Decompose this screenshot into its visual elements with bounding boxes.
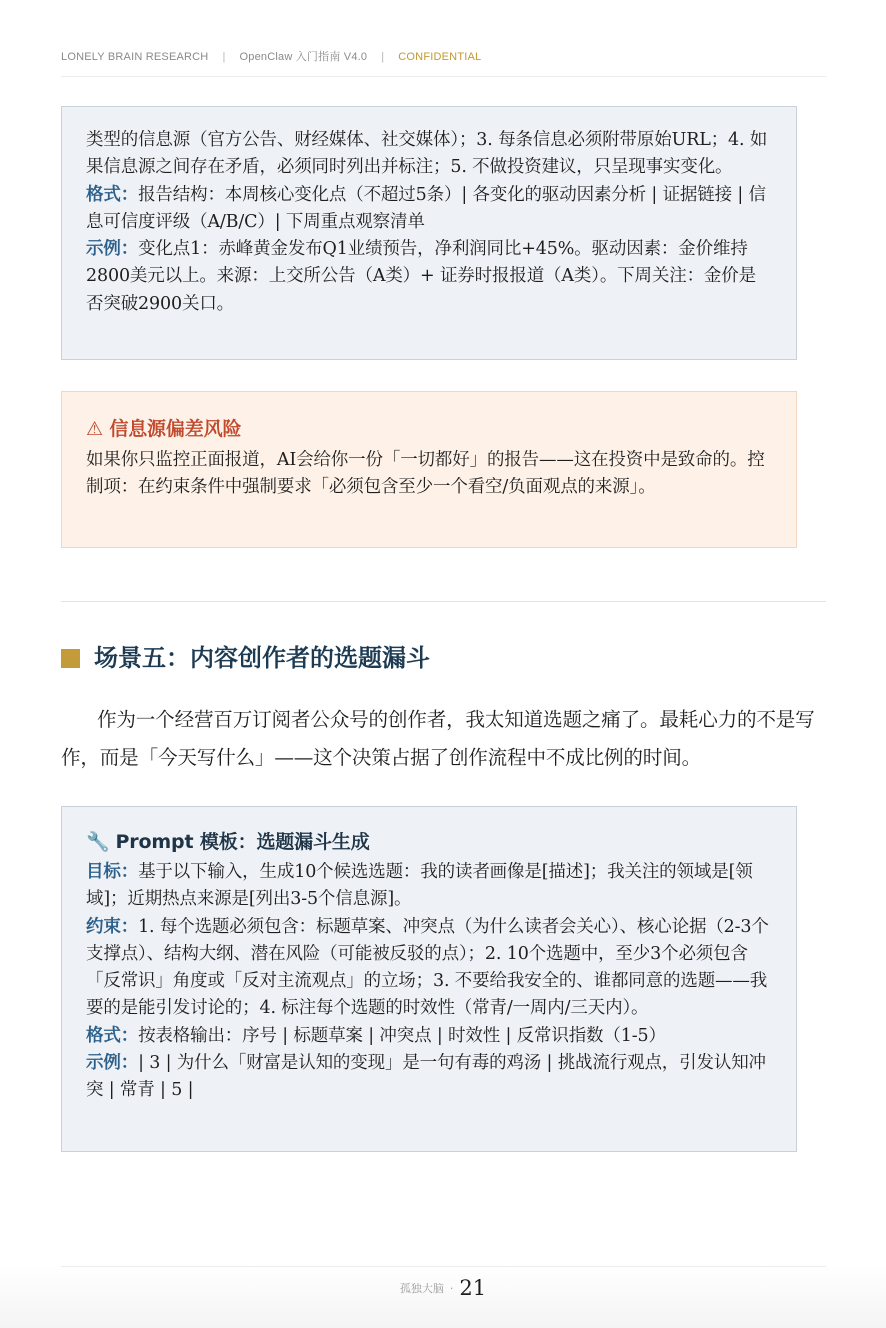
header-confidential-label: CONFIDENTIAL bbox=[398, 51, 482, 63]
heading-square-marker bbox=[61, 649, 80, 668]
prompt-title-text: Prompt 模板：选题漏斗生成 bbox=[115, 831, 370, 853]
constraint-label: 约束： bbox=[86, 916, 139, 937]
example-label: 示例： bbox=[86, 239, 139, 260]
section-heading bbox=[61, 638, 826, 678]
warning-icon: ⚠ bbox=[86, 418, 103, 440]
wrench-icon: 🔧 bbox=[86, 831, 110, 853]
section-divider bbox=[61, 601, 826, 602]
goal-text: 基于以下输入，生成10个候选选题：我的读者画像是[描述]；我关注的领域是[领域]；近期热点来源是[列出3-5个信息源]。 bbox=[86, 862, 753, 910]
format-row bbox=[86, 1023, 772, 1050]
example-label: 示例： bbox=[86, 1053, 139, 1074]
format-label: 格式： bbox=[86, 184, 139, 205]
goal-row bbox=[86, 859, 772, 914]
page-header bbox=[61, 48, 826, 77]
format-row bbox=[86, 182, 772, 237]
example-row bbox=[86, 1050, 772, 1105]
example-row bbox=[86, 236, 772, 318]
warning-text: 如果你只监控正面报道，AI会给你一份「一切都好」的报告——这在投资中是致命的。控制项：在约束条件中强制要求「必须包含至少一个看空/负面观点的来源」。 bbox=[86, 450, 765, 498]
header-separator: | bbox=[222, 51, 226, 63]
example-text: | 3 | 为什么「财富是认知的变现」是一句有毒的鸡汤 | 挑战流行观点，引发认知冲突 | 常青 | 5 | bbox=[86, 1053, 766, 1101]
format-text: 报告结构：本周核心变化点（不超过5条）| 各变化的驱动因素分析 | 证据链接 | 信息可信度评级（A/B/C）| 下周重点观察清单 bbox=[86, 184, 766, 232]
prompt-title bbox=[86, 827, 772, 857]
header-doc-title: OpenClaw 入门指南 V4.0 bbox=[239, 51, 368, 63]
header-separator: | bbox=[381, 51, 385, 63]
page-number: 21 bbox=[459, 1276, 487, 1300]
warning-title-text: 信息源偏差风险 bbox=[109, 418, 242, 440]
section-heading-text: 场景五：内容创作者的选题漏斗 bbox=[94, 644, 430, 672]
format-label: 格式： bbox=[86, 1025, 139, 1046]
footer-brand: 孤独大脑 bbox=[399, 1282, 444, 1295]
footer-dot: · bbox=[449, 1281, 454, 1295]
format-text: 按表格输出：序号 | 标题草案 | 冲突点 | 时效性 | 反常识指数（1-5） bbox=[138, 1025, 666, 1046]
header-brand: LONELY BRAIN RESEARCH bbox=[61, 51, 209, 63]
example-text: 变化点1：赤峰黄金发布Q1业绩预告，净利润同比+45%。驱动因素：金价维持2800美元以上。来源：上交所公告（A类）+ 证券时报报道（A类）。下周关注：金价是否突破2900关口。 bbox=[86, 239, 756, 314]
constraint-row bbox=[86, 914, 772, 1023]
prompt-template-box bbox=[61, 806, 797, 1152]
constraint-continuation: 类型的信息源（官方公告、财经媒体、社交媒体）；3. 每条信息必须附带原始URL；4. 如果信息源之间存在矛盾，必须同时列出并标注；5. 不做投资建议，只呈现事实变化。 bbox=[86, 130, 768, 178]
warning-title bbox=[86, 414, 772, 444]
footer-divider bbox=[61, 1266, 826, 1267]
prompt-template-box-continued bbox=[61, 106, 797, 360]
goal-label: 目标： bbox=[86, 862, 139, 882]
constraint-text: 1. 每个选题必须包含：标题草案、冲突点（为什么读者会关心）、核心论据（2-3个支撑点）、结构大纲、潜在风险（可能被反驳的点）；2. 10个选题中，至少3个必须包含「反常识」角度或「反对主流观点」的立场；3. 不要给我安全的、谁都同意的选题——我要的是能引发讨论的；4. 标注每个选题的时效性（常青/一周内/三天内）。 bbox=[86, 916, 769, 1019]
warning-callout bbox=[61, 391, 797, 548]
page-footer bbox=[0, 1276, 886, 1310]
section-paragraph: 作为一个经营百万订阅者公众号的创作者，我太知道选题之痛了。最耗心力的不是写作，而是「今天写什么」——这个决策占据了创作流程中不成比例的时间。 bbox=[61, 708, 815, 769]
